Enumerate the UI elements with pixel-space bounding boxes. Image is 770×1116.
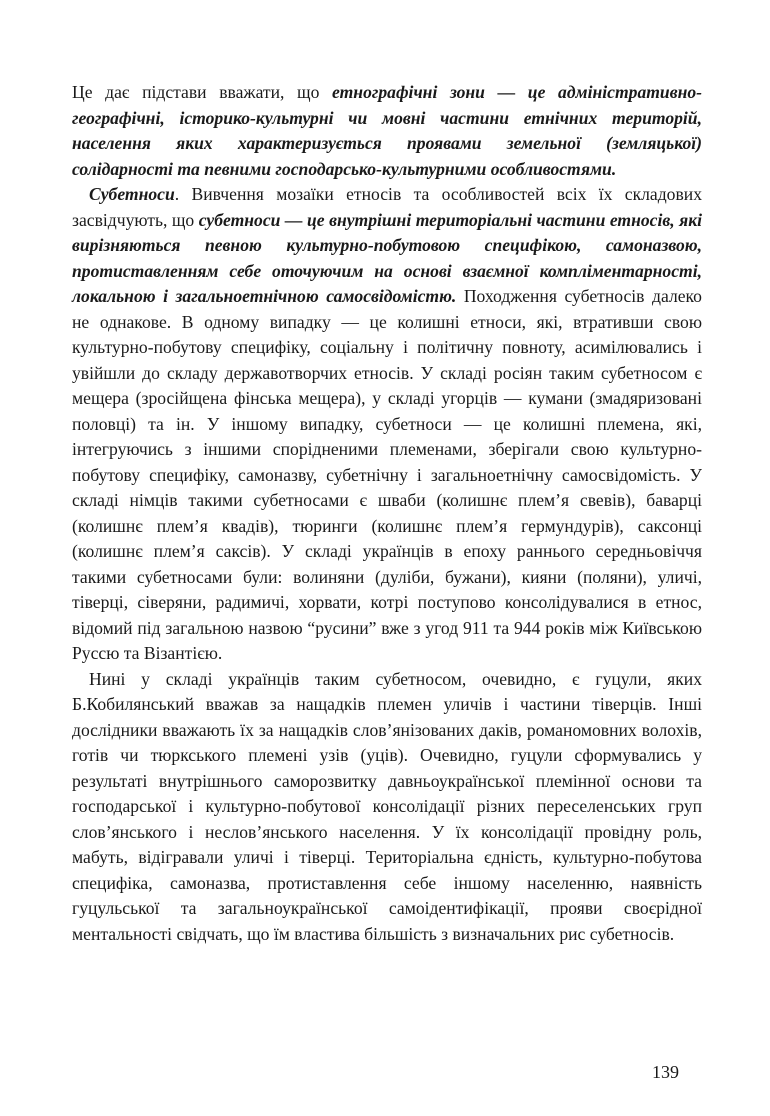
body-text [72,80,702,947]
paragraph-text: Нині у складі українців таким субетносом, очевидно, є гуцули, яких Б.Кобилянський вважав за нащадків племен уличів і частини тіверців. Інші дослідники вважають їх за нащадків слов’янізованих даків, романомовних волохів, готів чи тюркського племені узів (уців). Очевидно, гуцули сформувались у результаті внутрішнього саморозвитку давньоукраїнської племінної основи та господарської і культурно-побутової консолідації різних переселенських груп слов’янського і неслов’янського населення. У їх консолідації провідну роль, мабуть, відігравали уличі і тіверці. Територіальна єдність, культурно-побутова специфіка, самоназва, протиставлення себе іншому населенню, наявність гуцульської та загальноукраїнської самоідентифікації, прояви своєрідної ментальності свідчать, що їм властива більшість з визначальних рис субетносів. [72,668,702,944]
section-heading-subethnoi: Субетноси [89,184,175,204]
definition-ethnographic-zones: етнографічні зони — це адміністративно-географічні, історико-культурні чи мовні частини етнічних територій, населення яких характеризується проявами земельної (земляцької) солідарності та певними господарсько-культурними особливостями. [72,82,702,179]
definition-subethnoi: субетноси — це внутрішні територіальні частини етносів, які вирізняються певною культурно-побутовою специфікою, самоназвою, протиставленням себе оточуючим на основі взаємної компліментарності, локальною і загальноетнічною самосвідомістю. [72,209,702,306]
paragraph-subethnoi [72,182,702,667]
paragraph-text: Це дає підстави вважати, що [72,82,333,102]
paragraph-text: . Вивчення мозаїки етносів та особливостей всіх їх складових засвідчують, що [72,184,702,230]
paragraph-hutsuls [72,667,702,948]
paragraph-text: Походження субетносів далеко не однакове. В одному випадку — це колишні етноси, які, втративши свою культурно-побутову специфіку, соціальну і політичну повноту, асимілювались і увійшли до складу державотворчих етносів. У складі росіян таким субетносом є мещера (зросійщена фінська мещера), у складі угорців — кумани (змадяризовані половці) та ін. У іншому випадку, субетноси — це колишні племена, які, інтегруючись з іншими спорідненими племенами, зберігали свою культурно-побутову специфіку, самоназву, субетнічну і загальноетнічну самосвідомість. У складі німців такими субетносами є шваби (колишнє плем’я свевів), баварці (колишнє плем’я квадів), тюринги (колишнє плем’я гермундурів), саксонці (колишнє плем’я саксів). У складі українців в епоху раннього середньовіччя такими субетносами були: волиняни (дуліби, бужани), кияни (поляни), уличі, тіверці, сіверяни, радимичі, хорвати, котрі поступово консолідувалися в етнос, відомий під загальною назвою “русини” вже з угод 911 та 944 років між Київською Руссю та Візантією. [72,286,702,663]
page-number: 139 [652,1062,679,1082]
paragraph-ethnographic-zones [72,80,702,182]
